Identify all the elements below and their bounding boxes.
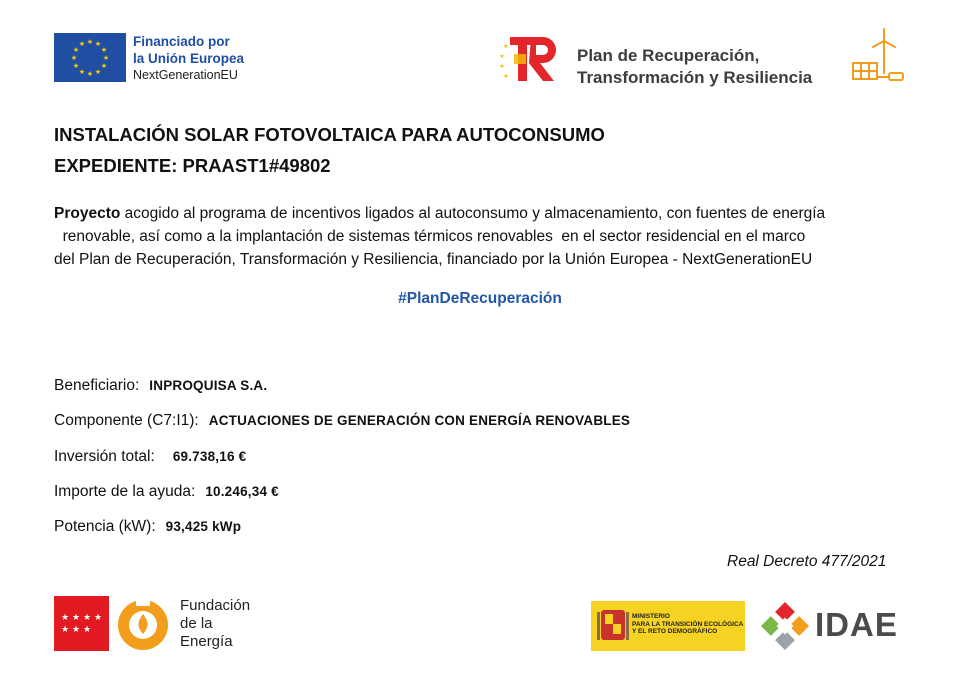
svg-text:★: ★ (71, 613, 81, 623)
svg-text:★: ★ (93, 613, 103, 623)
ayuda-label: Importe de la ayuda: (54, 483, 196, 500)
ministerio-line1: MINISTERIO (632, 613, 670, 620)
svg-text:★: ★ (60, 625, 70, 635)
svg-text:★: ★ (86, 70, 94, 78)
fundacion-energia-logo-icon (114, 594, 172, 652)
project-lead-word: Proyecto (54, 205, 121, 222)
document-title: INSTALACIÓN SOLAR FOTOVOLTAICA PARA AUTOCONSUMO (54, 124, 605, 145)
svg-text:★: ★ (94, 40, 102, 48)
prtr-logo-icon (498, 34, 560, 84)
svg-text:★: ★ (94, 68, 102, 76)
royal-decree: Real Decreto 477/2021 (727, 553, 887, 570)
svg-text:★: ★ (100, 46, 108, 54)
ministerio-name (632, 613, 743, 636)
idae-logo-icon (760, 601, 810, 651)
description-line2: renovable, así como a la implantación de sistemas térmicos renovables en el sector residencial en el marco (54, 228, 806, 245)
ayuda-value: 10.246,34 € (205, 484, 279, 499)
wind-solar-energy-icon (848, 27, 908, 87)
potencia-value: 93,425 kWp (165, 519, 242, 534)
svg-text:★: ★ (72, 62, 80, 70)
eu-line2: la Unión Europea (133, 51, 245, 66)
beneficiario-row (54, 377, 267, 395)
ministerio-line2: PARA LA TRANSICIÓN ECOLÓGICA (632, 620, 744, 628)
componente-row (54, 412, 630, 430)
project-description (54, 202, 934, 271)
potencia-label: Potencia (kW): (54, 518, 156, 535)
hashtag-link[interactable]: #PlanDeRecuperación (398, 290, 562, 307)
spain-coat-of-arms-icon (597, 606, 629, 646)
inversion-label: Inversión total: (54, 448, 155, 465)
svg-text:★: ★ (503, 43, 509, 50)
idae-wordmark: IDAE (815, 606, 898, 643)
svg-text:★: ★ (86, 38, 94, 46)
svg-text:★: ★ (78, 40, 86, 48)
inversion-value: 69.738,16 € (172, 449, 247, 464)
prtr-title (577, 45, 812, 89)
beneficiario-value: INPROQUISA S.A. (149, 378, 268, 393)
svg-text:★: ★ (503, 73, 509, 80)
ministerio-line3: Y EL RETO DEMOGRÁFICO (632, 628, 718, 635)
potencia-row (54, 518, 241, 536)
svg-text:★: ★ (82, 625, 92, 635)
svg-text:★: ★ (70, 54, 78, 62)
eu-line1: Financiado por (133, 34, 230, 49)
inversion-row (54, 448, 246, 466)
svg-text:★: ★ (102, 54, 110, 62)
comunidad-madrid-logo-icon (54, 596, 109, 651)
svg-text:★: ★ (82, 613, 92, 623)
prtr-line1: Plan de Recuperación, (577, 46, 760, 65)
description-line3: del Plan de Recuperación, Transformación y Resiliencia, financiado por la Unión Europea - NextGenerationEU (54, 251, 813, 268)
eu-line3: NextGenerationEU (133, 68, 238, 82)
componente-label: Componente (C7:I1): (54, 412, 199, 429)
description-line1 (54, 202, 934, 225)
eu-flag-icon (54, 33, 126, 82)
ayuda-row (54, 483, 279, 501)
svg-text:★: ★ (78, 68, 86, 76)
svg-text:★: ★ (71, 625, 81, 635)
fundacion-energia-name (180, 597, 250, 651)
eu-funding-label (133, 33, 244, 84)
svg-text:★: ★ (72, 46, 80, 54)
fundacion-line3: Energía (180, 633, 233, 650)
componente-value: ACTUACIONES DE GENERACIÓN CON ENERGÍA RENOVABLES (208, 413, 631, 428)
svg-text:★: ★ (499, 53, 505, 60)
svg-text:★: ★ (60, 613, 70, 623)
beneficiario-label: Beneficiario: (54, 377, 140, 394)
expediente-title: EXPEDIENTE: PRAAST1#49802 (54, 155, 331, 176)
svg-text:★: ★ (100, 62, 108, 70)
fundacion-line1: Fundación (180, 597, 251, 614)
fundacion-line2: de la (180, 615, 213, 632)
svg-text:★: ★ (499, 63, 505, 70)
prtr-line2: Transformación y Resiliencia (577, 68, 813, 87)
description-line1-rest: acogido al programa de incentivos ligados al autoconsumo y almacenamiento, con fuentes de energía (120, 205, 826, 222)
